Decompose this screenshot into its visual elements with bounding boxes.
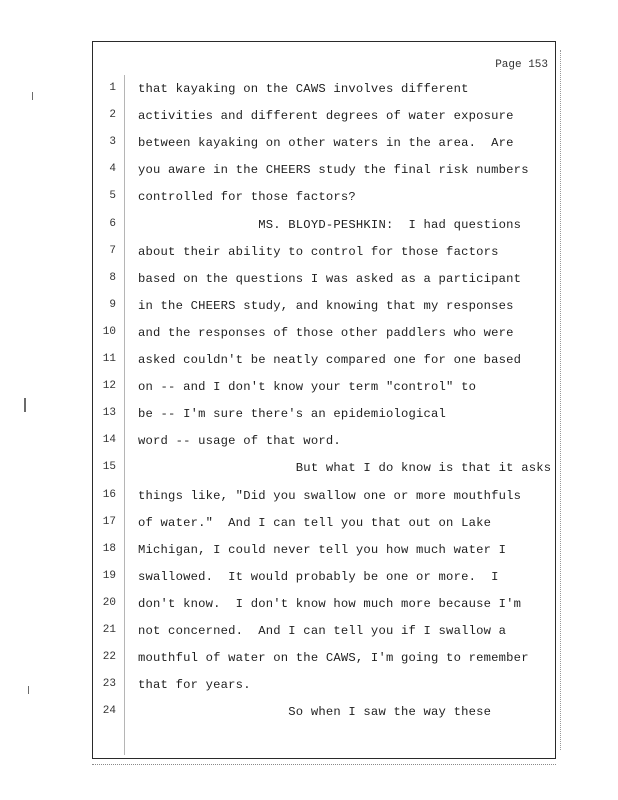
line-number: 1 (109, 82, 116, 94)
line-number: 6 (109, 217, 116, 230)
line-text: based on the questions I was asked as a participant (138, 271, 522, 286)
line-number: 9 (109, 298, 116, 311)
line-number: 3 (109, 136, 116, 149)
line-text: Michigan, I could never tell you how much water I (138, 542, 507, 557)
line-text: be -- I'm sure there's an epidemiological (138, 407, 447, 422)
line-text: don't know. I don't know how much more because I'm (138, 596, 522, 611)
transcript-line (0, 245, 618, 265)
line-number: 17 (102, 515, 116, 528)
line-text: and the responses of those other paddlers who were (138, 325, 514, 340)
left-margin-mark (24, 398, 26, 412)
line-number: 20 (102, 596, 116, 609)
line-number: 14 (102, 434, 116, 447)
line-number: 18 (102, 542, 116, 555)
transcript-line (0, 82, 618, 102)
transcript-line (0, 434, 618, 454)
line-text: So when I saw the way these (138, 705, 492, 720)
line-text: on -- and I don't know your term "control" to (138, 380, 477, 395)
transcript-line (0, 109, 618, 129)
line-number: 10 (102, 325, 116, 338)
transcript-line (0, 272, 618, 292)
line-text: swallowed. It would probably be one or more. I (138, 569, 499, 584)
page-number: Page 153 (495, 59, 548, 71)
line-text: But what I do know is that it asks (138, 461, 552, 476)
line-text: MS. BLOYD-PESHKIN: I had questions (138, 217, 522, 232)
transcript-line (0, 516, 618, 536)
line-text: that for years. (138, 678, 251, 693)
line-number: 23 (102, 678, 116, 691)
transcript-line (0, 163, 618, 183)
line-number: 7 (109, 244, 116, 257)
transcript-line (0, 353, 618, 373)
line-number: 13 (102, 407, 116, 420)
transcript-line (0, 326, 618, 346)
line-text: controlled for those factors? (138, 190, 356, 205)
line-number: 5 (109, 190, 116, 203)
left-margin-mark (28, 686, 29, 694)
line-text: activities and different degrees of water exposure (138, 109, 514, 124)
transcript-line (0, 570, 618, 590)
line-number: 12 (102, 380, 116, 393)
line-number: 22 (102, 651, 116, 664)
line-text: in the CHEERS study, and knowing that my responses (138, 298, 514, 313)
line-number: 4 (109, 163, 116, 176)
transcript-line (0, 299, 618, 319)
transcript-line (0, 218, 618, 238)
line-text: you aware in the CHEERS study the final risk numbers (138, 163, 529, 178)
transcript-line (0, 543, 618, 563)
line-number: 21 (102, 624, 116, 636)
line-text: about their ability to control for those factors (138, 244, 499, 259)
transcript-line (0, 705, 618, 725)
line-number: 16 (102, 488, 116, 501)
line-number: 8 (109, 271, 116, 284)
transcript-line (0, 597, 618, 617)
line-number: 24 (102, 705, 116, 718)
line-text: asked couldn't be neatly compared one for one based (138, 353, 522, 367)
line-number: 2 (109, 109, 116, 122)
line-text: that kayaking on the CAWS involves different (138, 82, 469, 96)
line-text: word -- usage of that word. (138, 434, 341, 449)
transcript-line (0, 489, 618, 509)
line-number: 15 (102, 461, 116, 474)
line-text: not concerned. And I can tell you if I swallow a (138, 624, 507, 638)
transcript-line (0, 190, 618, 210)
line-text: between kayaking on other waters in the area. Are (138, 136, 514, 151)
line-text: things like, "Did you swallow one or more mouthfuls (138, 488, 522, 503)
transcript-line (0, 407, 618, 427)
transcript-line (0, 624, 618, 644)
bottom-margin-rule (92, 764, 556, 769)
line-number: 11 (102, 353, 116, 365)
transcript-line (0, 136, 618, 156)
line-text: of water." And I can tell you that out on Lake (138, 515, 492, 530)
transcript-line (0, 461, 618, 481)
transcript-line (0, 380, 618, 400)
left-margin-mark (32, 92, 33, 100)
line-number: 19 (102, 569, 116, 582)
line-text: mouthful of water on the CAWS, I'm going to remember (138, 651, 529, 666)
transcript-line (0, 651, 618, 671)
transcript-line (0, 678, 618, 698)
